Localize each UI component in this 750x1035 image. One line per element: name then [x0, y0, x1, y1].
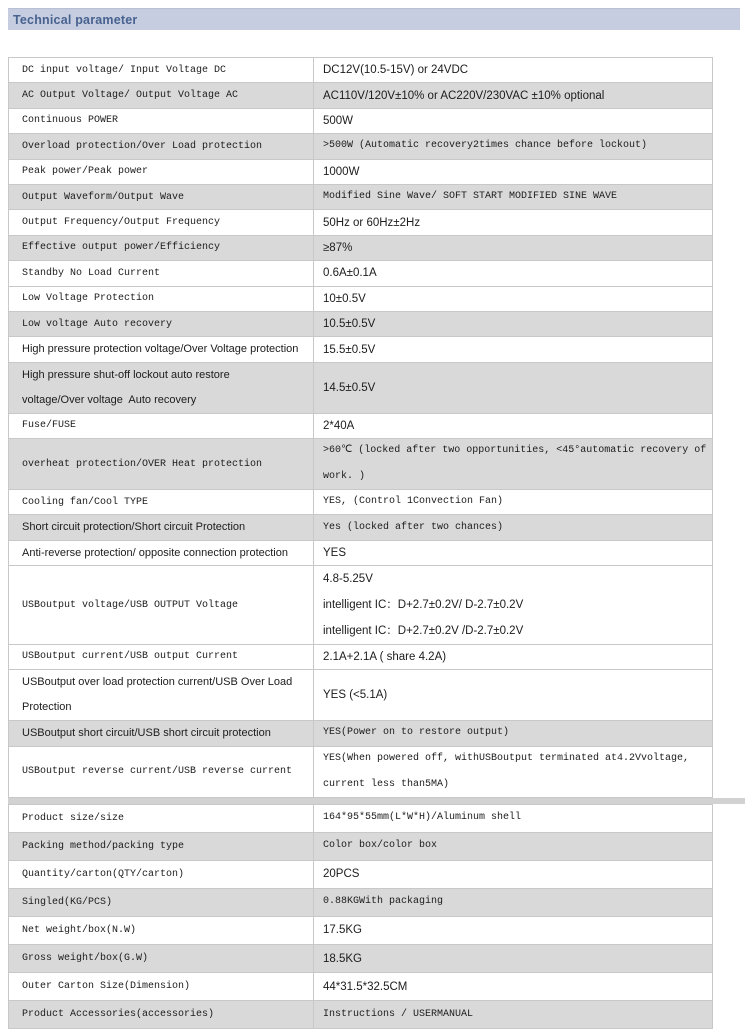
spec-name-cell	[9, 1001, 314, 1028]
spec-name-text: USBoutput voltage/USB OUTPUT Voltage	[22, 599, 239, 611]
spec-row	[9, 312, 712, 337]
spec-name-text: Low voltage Auto recovery	[22, 318, 173, 330]
spec-value-cell	[314, 805, 712, 832]
spec-name-cell	[9, 160, 314, 184]
spec-value-text: 2.1A+2.1A ( share 4.2A)	[323, 650, 447, 663]
spec-value-cell	[314, 721, 712, 745]
spec-value-cell	[314, 261, 712, 285]
spec-row	[9, 109, 712, 134]
spec-row	[9, 490, 712, 515]
spec-name-text: Net weight/box(N.W)	[22, 924, 137, 936]
spec-name-text: Low Voltage Protection	[22, 293, 155, 305]
spec-value-cell	[314, 917, 712, 944]
spec-row	[9, 973, 712, 1001]
spec-name-text: High pressure shut-off lockout auto restore	[22, 368, 230, 381]
spec-value-cell	[314, 670, 712, 720]
spec-value-cell	[314, 337, 712, 361]
spec-value-text: 10±0.5V	[323, 292, 366, 305]
spec-name-cell	[9, 312, 314, 336]
spec-value-cell	[314, 160, 712, 184]
spec-value-text: Color box/color box	[323, 840, 438, 852]
spec-value-cell	[314, 109, 712, 133]
spec-value-text: >60℃ (locked after two opportunities, <45°automatic recovery of	[323, 445, 707, 457]
spec-table-electrical	[8, 57, 713, 798]
spec-name-cell	[9, 973, 314, 1000]
spec-name-text: Fuse/FUSE	[22, 420, 77, 432]
spec-row	[9, 833, 712, 861]
spec-name-cell	[9, 889, 314, 916]
spec-value-cell	[314, 861, 712, 888]
spec-value-cell	[314, 541, 712, 565]
spec-name-cell	[9, 805, 314, 832]
spec-value-text: Instructions / USERMANUAL	[323, 1008, 474, 1020]
section-title-bar	[8, 8, 740, 30]
spec-value-text: >500W (Automatic recovery2times chance before lockout)	[323, 140, 648, 152]
spec-name-cell	[9, 185, 314, 209]
spec-name-text: Product Accessories(accessories)	[22, 1009, 215, 1021]
spec-row	[9, 861, 712, 889]
spec-value-text: 164*95*55mm(L*W*H)/Aluminum shell	[323, 812, 522, 824]
spec-value-cell	[314, 515, 712, 539]
spec-row	[9, 83, 712, 108]
spec-name-text: Gross weight/box(G.W)	[22, 953, 149, 965]
spec-name-cell	[9, 541, 314, 565]
spec-row	[9, 160, 712, 185]
spec-value-text: Yes (locked after two chances)	[323, 521, 504, 533]
spec-name-text: Peak power/Peak power	[22, 166, 149, 178]
spec-value-text: 18.5KG	[323, 952, 362, 965]
spec-value-text: 0.88KGWith packaging	[323, 896, 444, 908]
spec-name-cell	[9, 363, 314, 413]
spec-value-cell	[314, 889, 712, 916]
spec-value-cell	[314, 833, 712, 860]
spec-value-cell	[314, 439, 712, 489]
spec-row	[9, 747, 712, 798]
spec-value-cell	[314, 1001, 712, 1028]
spec-name-cell	[9, 83, 314, 107]
spec-value-text: 500W	[323, 114, 354, 127]
spec-value-text: YES (<5.1A)	[323, 689, 388, 702]
spec-name-cell	[9, 236, 314, 260]
spec-value-cell	[314, 490, 712, 514]
spec-value-text: intelligent IC：D+2.7±0.2V /D-2.7±0.2V	[323, 625, 524, 637]
spec-name-text: USBoutput short circuit/USB short circuit protection	[22, 726, 271, 739]
spec-value-text: 15.5±0.5V	[323, 343, 376, 356]
spec-value-text: Modified Sine Wave/ SOFT START MODIFIED SINE WAVE	[323, 191, 618, 203]
spec-name-cell	[9, 945, 314, 972]
spec-name-cell	[9, 210, 314, 234]
spec-name-text: Singled(KG/PCS)	[22, 896, 113, 908]
spec-value-text: 1000W	[323, 165, 360, 178]
spec-row	[9, 134, 712, 159]
spec-name-cell	[9, 337, 314, 361]
spec-value-text: YES(When powered off, withUSBoutput terminated at4.2Vvoltage,	[323, 752, 690, 764]
spec-value-cell	[314, 236, 712, 260]
spec-value-text: AC110V/120V±10% or AC220V/230VAC ±10% optional	[323, 89, 605, 102]
spec-name-text: USBoutput current/USB output Current	[22, 651, 239, 663]
spec-name-text: Effective output power/Efficiency	[22, 242, 221, 254]
spec-name-cell	[9, 645, 314, 669]
spec-row	[9, 917, 712, 945]
spec-value-text: 10.5±0.5V	[323, 318, 376, 331]
spec-row	[9, 236, 712, 261]
spec-name-text: High pressure protection voltage/Over Voltage protection	[22, 343, 299, 355]
spec-name-text: USBoutput reverse current/USB reverse current	[22, 766, 293, 778]
spec-name-cell	[9, 109, 314, 133]
spec-value-cell	[314, 134, 712, 158]
spec-value-text: 50Hz or 60Hz±2Hz	[323, 216, 421, 229]
spec-value-text: ≥87%	[323, 241, 353, 254]
spec-name-cell	[9, 833, 314, 860]
spec-value-text: 17.5KG	[323, 924, 362, 937]
spec-value-cell	[314, 83, 712, 107]
spec-name-cell	[9, 721, 314, 745]
spec-name-text: Packing method/packing type	[22, 840, 185, 852]
spec-name-cell	[9, 861, 314, 888]
spec-value-text: 2*40A	[323, 419, 355, 432]
spec-value-cell	[314, 945, 712, 972]
spec-row	[9, 287, 712, 312]
spec-row	[9, 670, 712, 721]
spec-name-text: USBoutput over load protection current/USB Over Load	[22, 676, 293, 689]
spec-value-text: 4.8-5.25V	[323, 573, 373, 585]
spec-name-text: overheat protection/OVER Heat protection	[22, 458, 263, 470]
spec-name-cell	[9, 287, 314, 311]
spec-name-cell	[9, 515, 314, 539]
spec-value-cell	[314, 973, 712, 1000]
spec-value-text: DC12V(10.5-15V) or 24VDC	[323, 64, 469, 77]
spec-value-cell	[314, 185, 712, 209]
spec-row	[9, 1001, 712, 1029]
spec-name-text: AC Output Voltage/ Output Voltage AC	[22, 90, 239, 102]
spec-table-packaging	[8, 804, 713, 1030]
spec-name-text: Product size/size	[22, 812, 125, 824]
spec-value-cell	[314, 363, 712, 413]
spec-name-cell	[9, 490, 314, 514]
spec-row	[9, 414, 712, 439]
spec-name-cell	[9, 58, 314, 82]
spec-value-text: YES, (Control 1Convection Fan)	[323, 496, 504, 508]
spec-row	[9, 363, 712, 414]
spec-value-text: 44*31.5*32.5CM	[323, 980, 408, 993]
spec-name-text: Short circuit protection/Short circuit Protection	[22, 521, 246, 534]
spec-value-text: intelligent IC：D+2.7±0.2V/ D-2.7±0.2V	[323, 599, 524, 611]
spec-value-cell	[314, 210, 712, 234]
spec-row	[9, 805, 712, 833]
spec-name-text: Output Waveform/Output Wave	[22, 191, 185, 203]
spec-name-text: Cooling fan/Cool TYPE	[22, 496, 149, 508]
section-title: Technical parameter	[13, 12, 138, 27]
spec-name-cell	[9, 917, 314, 944]
spec-name-cell	[9, 439, 314, 489]
spec-value-cell	[314, 414, 712, 438]
spec-name-cell	[9, 670, 314, 720]
spec-row	[9, 645, 712, 670]
spec-value-text: YES	[323, 547, 347, 560]
spec-name-text: Output Frequency/Output Frequency	[22, 217, 221, 229]
spec-name-text: DC input voltage/ Input Voltage DC	[22, 64, 227, 76]
spec-name-cell	[9, 747, 314, 797]
spec-value-text: 0.6A±0.1A	[323, 267, 377, 280]
spec-row	[9, 515, 712, 540]
spec-value-text: 20PCS	[323, 868, 360, 881]
spec-row	[9, 337, 712, 362]
spec-name-text: Anti-reverse protection/ opposite connection protection	[22, 546, 288, 559]
spec-row	[9, 721, 712, 746]
spec-value-cell	[314, 287, 712, 311]
spec-value-cell	[314, 312, 712, 336]
spec-row	[9, 58, 712, 83]
spec-name-text: Quantity/carton(QTY/carton)	[22, 868, 185, 880]
spec-name-text: Continuous POWER	[22, 115, 119, 127]
spec-row	[9, 439, 712, 490]
spec-value-cell	[314, 645, 712, 669]
spec-value-cell	[314, 566, 712, 644]
spec-name-cell	[9, 566, 314, 644]
spec-row	[9, 945, 712, 973]
spec-name-cell	[9, 261, 314, 285]
spec-row	[9, 889, 712, 917]
spec-name-text: Overload protection/Over Load protection	[22, 140, 263, 152]
spec-value-text: YES(Power on to restore output)	[323, 727, 510, 739]
spec-row	[9, 261, 712, 286]
spec-name-cell	[9, 414, 314, 438]
spec-value-text: work. )	[323, 471, 366, 483]
spec-row	[9, 566, 712, 645]
spec-row	[9, 541, 712, 566]
spec-content	[8, 57, 745, 1029]
spec-name-text: Standby No Load Current	[22, 267, 161, 279]
spec-row	[9, 210, 712, 235]
spec-value-cell	[314, 58, 712, 82]
spec-value-cell	[314, 747, 712, 797]
spec-name-cell	[9, 134, 314, 158]
spec-row	[9, 185, 712, 210]
spec-value-text: 14.5±0.5V	[323, 381, 376, 394]
spec-name-text: Outer Carton Size(Dimension)	[22, 981, 191, 993]
spec-value-text: current less than5MA)	[323, 778, 450, 790]
spec-name-text: voltage/Over voltage Auto recovery	[22, 393, 197, 406]
spec-name-text: Protection	[22, 701, 72, 714]
